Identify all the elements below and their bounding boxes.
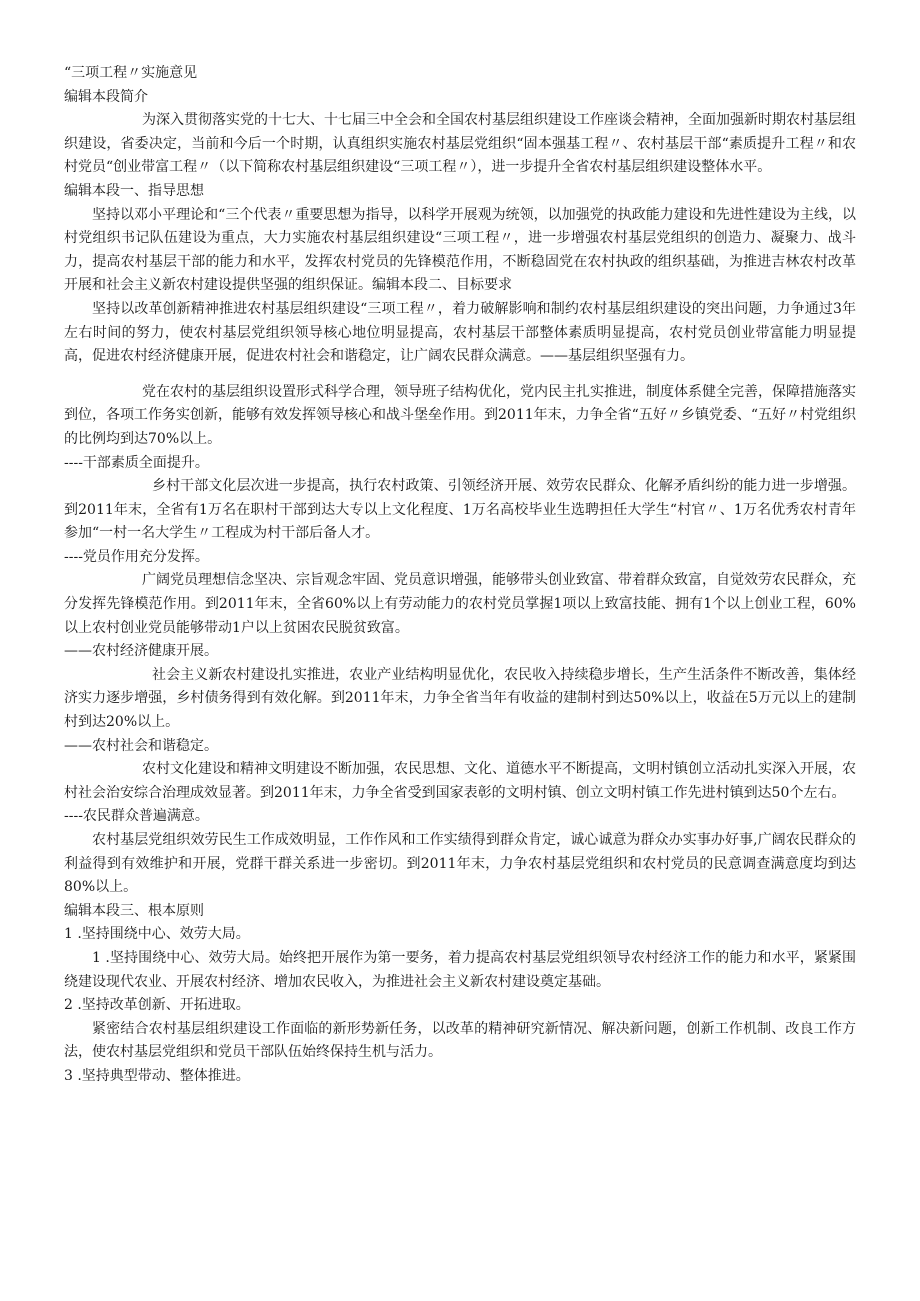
- goal1-body: 党在农村的基层组织设置形式科学合理，领导班子结构优化，党内民主扎实推进，制度体系健全完善，保障措施落实到位，各项工作务实创新，能够有效发挥领导核心和战斗堡垒作用。到2011年末，力争全省“五好〃乡镇党委、“五好〃村党组织的比例均到达70%以上。: [64, 383, 856, 447]
- goal5-heading: ——农村社会和谐稳定。: [64, 737, 218, 754]
- intro-heading: 编辑本段简介: [64, 88, 148, 105]
- goal5-body: 农村文化建设和精神文明建设不断加强，农民思想、文化、道德水平不断提高，文明村镇创立活动扎实深入开展，农村社会治安综合治理成效显著。到2011年末，力争全省受到国家表彰的文明村镇、创立文明村镇工作先进村镇到达50个左右。: [64, 761, 856, 801]
- goal2-heading: ----干部素质全面提升。: [64, 454, 209, 471]
- principle1-body: 1 .坚持围绕中心、效劳大局。始终把开展作为第一要务，着力提高农村基层党组织领导农村经济工作的能力和水平，紧紧围绕建设现代农业、开展农村经济、增加农民收入，为推进社会主义新农村建设奠定基础。: [64, 949, 856, 990]
- goal4-body: 社会主义新农村建设扎实推进，农业产业结构明显优化，农民收入持续稳步增长，生产生活条件不断改善，集体经济实力逐步增强，乡村债务得到有效化解。到2011年末，力争全省当年有收益的建制村到达50%以上，收益在5万元以上的建制村到达20%以上。: [64, 666, 856, 731]
- intro-paragraph: 为深入贯彻落实党的十七大、十七届三中全会和全国农村基层组织建设工作座谈会精神，全面加强新时期农村基层组织建设，省委决定，当前和今后一个时期，认真组织实施农村基层党组织“固本强基工程〃、农村基层干部“素质提升工程〃和农村党员“创业带富工程〃（以下简称农村基层组织建设“三项工程〃），进一步提升全省农村基层组织建设整体水平。: [64, 112, 856, 176]
- document-title: “三项工程〃实施意见: [64, 65, 198, 81]
- principle3-heading: 3 .坚持典型带动、整体推进。: [64, 1067, 250, 1084]
- document-body: [64, 62, 856, 1089]
- principle2-heading: 2 .坚持改革创新、开拓进取。: [64, 997, 250, 1014]
- goal4-heading: ——农村经济健康开展。: [64, 643, 218, 660]
- goal6-body: 农村基层党组织效劳民生工作成效明显，工作作风和工作实绩得到群众肯定，诚心诚意为群众办实事办好事,广阔农民群众的利益得到有效维护和开展，党群干群关系进一步密切。到2011年末，力争农村基层党组织和农村党员的民意调查满意度均到达80%以上。: [64, 832, 856, 896]
- section1-paragraph-2: 坚持以改革创新精神推进农村基层组织建设“三项工程〃，着力破解影响和制约农村基层组织建设的突出问题，力争通过3年左右时间的努力，使农村基层党组织领导核心地位明显提高，农村基层干部整体素质明显提高，农村党员创业带富能力明显提高，促进农村经济健康开展，促进农村社会和谐稳定，让广阔农民群众满意。——基层组织坚强有力。: [64, 300, 856, 365]
- section3-heading: 编辑本段三、根本原则: [64, 902, 204, 919]
- goal3-body: 广阔党员理想信念坚决、宗旨观念牢固、党员意识增强，能够带头创业致富、带着群众致富，自觉效劳农民群众，充分发挥先锋模范作用。到2011年末，全省60%以上有劳动能力的农村党员掌握1项以上致富技能、拥有1个以上创业工程，60%以上农村创业党员能够带动1户以上贫困农民脱贫致富。: [64, 572, 856, 636]
- section1-paragraph-1: 坚持以邓小平理论和“三个代表〃重要思想为指导，以科学开展观为统领，以加强党的执政能力建设和先进性建设为主线，以村党组织书记队伍建设为重点，大力实施农村基层组织建设“三项工程〃，进一步增强农村基层党组织的创造力、凝聚力、战斗力，提高农村基层干部的能力和水平，发挥农村党员的先锋模范作用，不断稳固党在农村执政的组织基础，为推进吉林农村改革开展和社会主义新农村建设提供坚强的组织保证。编辑本段二、目标要求: [64, 206, 856, 294]
- section1-heading: 编辑本段一、指导思想: [64, 182, 204, 199]
- goal2-body: 乡村干部文化层次进一步提高，执行农村政策、引领经济开展、效劳农民群众、化解矛盾纠纷的能力进一步增强。到2011年末，全省有1万名在职村干部到达大专以上文化程度、1万名高校毕业生选聘担任大学生“村官〃、1万名优秀农村青年参加“一村一名大学生〃工程成为村干部后备人才。: [64, 478, 856, 542]
- goal3-heading: ----党员作用充分发挥。: [64, 548, 209, 565]
- principle2-body: 紧密结合农村基层组织建设工作面临的新形势新任务，以改革的精神研究新情况、解决新问题，创新工作机制、改良工作方法，使农村基层党组织和党员干部队伍始终保持生机与活力。: [64, 1020, 856, 1061]
- goal6-heading: ----农民群众普遍满意。: [64, 808, 209, 825]
- principle1-heading: 1 .坚持围绕中心、效劳大局。: [64, 926, 250, 943]
- spacer: [64, 369, 856, 381]
